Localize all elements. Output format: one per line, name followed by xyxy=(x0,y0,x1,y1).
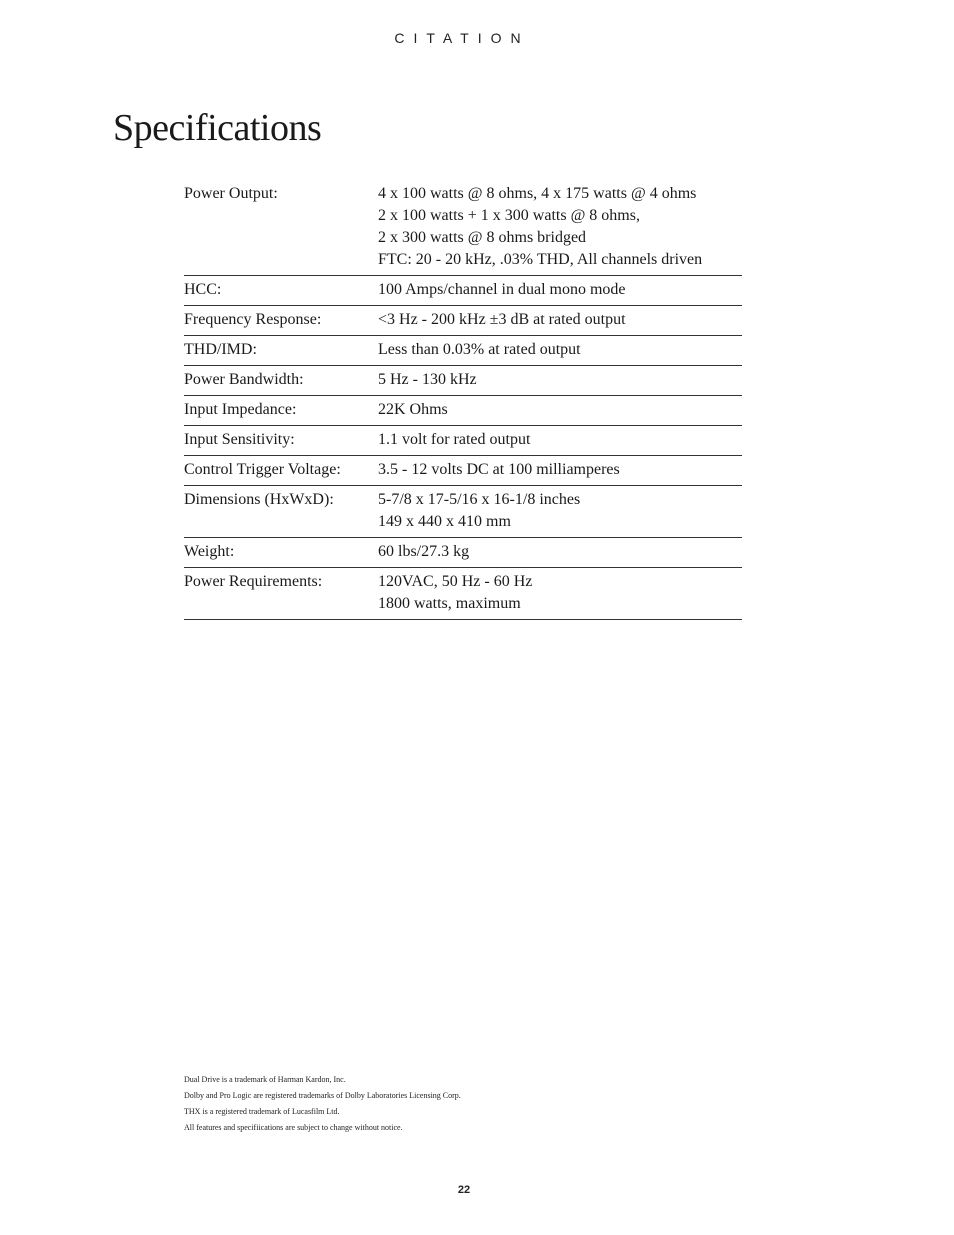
spec-value xyxy=(378,486,742,538)
page-title: Specifications xyxy=(113,107,322,149)
spec-value-line: Less than 0.03% at rated output xyxy=(378,341,581,358)
footnote: Dual Drive is a trademark of Harman Kardon, Inc. xyxy=(184,1075,346,1084)
spec-label: Power Output: xyxy=(184,180,378,276)
spec-label: HCC: xyxy=(184,276,378,306)
spec-row-input-impedance xyxy=(184,396,742,426)
brand-header: CITATION xyxy=(394,30,530,46)
spec-row-power-bandwidth xyxy=(184,366,742,396)
spec-value-line: <3 Hz - 200 kHz ±3 dB at rated output xyxy=(378,311,626,328)
spec-label: Power Bandwidth: xyxy=(184,366,378,396)
spec-row-power-output xyxy=(184,180,742,276)
footnote: All features and specifiications are subject to change without notice. xyxy=(184,1123,403,1132)
spec-row-power-requirements xyxy=(184,568,742,620)
spec-value xyxy=(378,336,742,366)
spec-row-thd-imd xyxy=(184,336,742,366)
trademark-footnotes xyxy=(184,1072,461,1136)
footnote: THX is a registered trademark of Lucasfilm Ltd. xyxy=(184,1107,340,1116)
spec-row-input-sensitivity xyxy=(184,426,742,456)
spec-value-line: 3.5 - 12 volts DC at 100 milliamperes xyxy=(378,461,620,478)
spec-value xyxy=(378,538,742,568)
spec-value-line: 5-7/8 x 17-5/16 x 16-1/8 inches xyxy=(378,491,581,508)
spec-row-frequency-response xyxy=(184,306,742,336)
spec-label: Power Requirements: xyxy=(184,568,378,620)
spec-value-line: 1.1 volt for rated output xyxy=(378,431,531,448)
spec-value-line: 100 Amps/channel in dual mono mode xyxy=(378,281,626,298)
spec-value xyxy=(378,180,742,276)
spec-value xyxy=(378,366,742,396)
spec-label: Control Trigger Voltage: xyxy=(184,456,378,486)
spec-value-line: 60 lbs/27.3 kg xyxy=(378,543,470,560)
spec-label: Input Impedance: xyxy=(184,396,378,426)
footnote: Dolby and Pro Logic are registered trademarks of Dolby Laboratories Licensing Corp. xyxy=(184,1091,461,1100)
spec-value xyxy=(378,276,742,306)
spec-value xyxy=(378,396,742,426)
spec-row-weight xyxy=(184,538,742,568)
spec-value-line: 1800 watts, maximum xyxy=(378,595,521,612)
spec-value xyxy=(378,306,742,336)
spec-value-line: 120VAC, 50 Hz - 60 Hz xyxy=(378,573,533,590)
spec-value xyxy=(378,426,742,456)
spec-value xyxy=(378,456,742,486)
specifications-table xyxy=(184,180,742,620)
spec-label: Input Sensitivity: xyxy=(184,426,378,456)
spec-label: Weight: xyxy=(184,538,378,568)
spec-value xyxy=(378,568,742,620)
spec-value-line: 22K Ohms xyxy=(378,401,448,418)
spec-label: THD/IMD: xyxy=(184,336,378,366)
spec-label: Frequency Response: xyxy=(184,306,378,336)
spec-label: Dimensions (HxWxD): xyxy=(184,486,378,538)
page-number: 22 xyxy=(457,1184,471,1196)
spec-row-control-trigger-voltage xyxy=(184,456,742,486)
spec-value-line: 5 Hz - 130 kHz xyxy=(378,371,477,388)
spec-value-line: 2 x 300 watts @ 8 ohms bridged xyxy=(378,229,587,246)
spec-value-line: FTC: 20 - 20 kHz, .03% THD, All channels driven xyxy=(378,251,703,268)
spec-row-dimensions xyxy=(184,486,742,538)
spec-value-line: 149 x 440 x 410 mm xyxy=(378,513,511,530)
spec-value-line: 2 x 100 watts + 1 x 300 watts @ 8 ohms, xyxy=(378,207,640,224)
spec-value-line: 4 x 100 watts @ 8 ohms, 4 x 175 watts @ 4 ohms xyxy=(378,185,697,202)
spec-row-hcc xyxy=(184,276,742,306)
